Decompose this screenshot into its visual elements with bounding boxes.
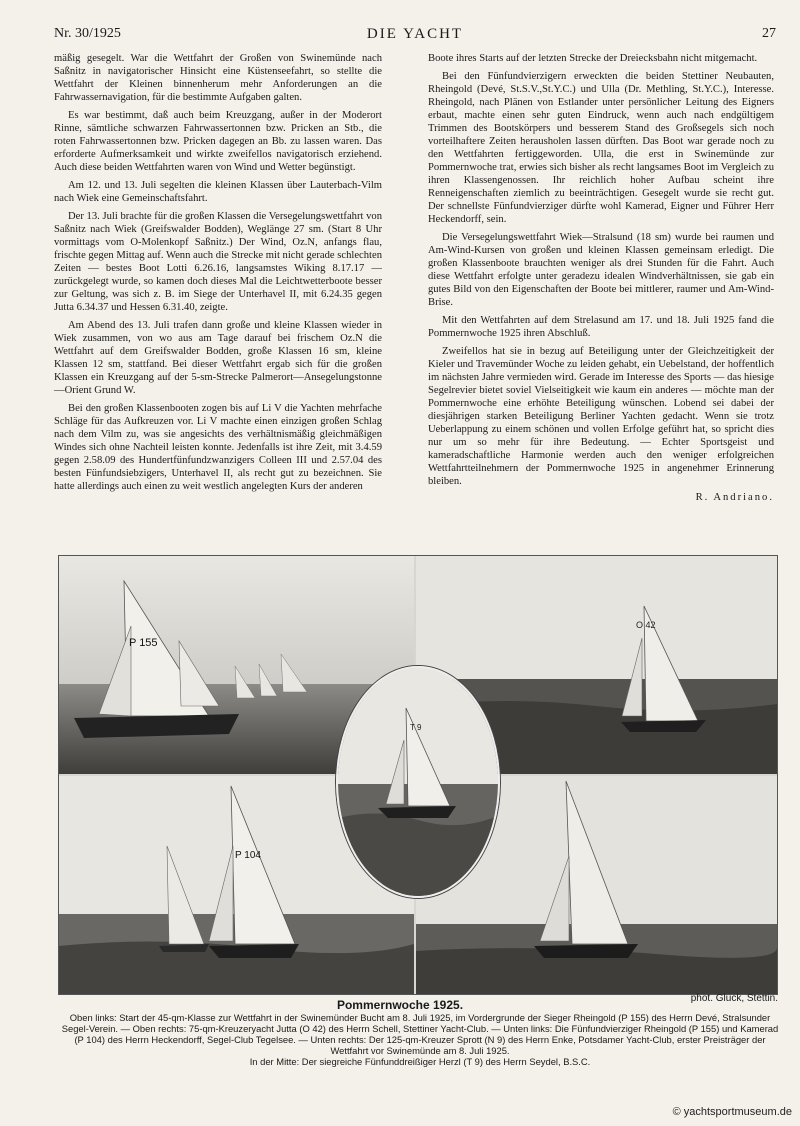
watermark: © yachtsportmuseum.de (672, 1106, 792, 1118)
issue-number: Nr. 30/1925 (54, 26, 121, 41)
paragraph: Die Versegelungswettfahrt Wiek—Stralsund (18 sm) wurde bei raumen und Am-Wind-Kursen von großen und kleinen Klassen gemeinsam erledigt. Die großen Klassenboote brauchten weniger als drei Stunden für die Fahrt. Auch diese Wettfahrt erfolgte unter geradezu idealen Windverhältnissen, sie gab ein gutes Bild von den Eigenschaften der Boote bei mittlerer, raumer und Am-Wind-Brise. (428, 232, 774, 308)
left-column (54, 52, 382, 498)
paragraph: Boote ihres Starts auf der letzten Strecke der Dreiecksbahn nicht mitgemacht. (428, 53, 758, 64)
sail-number: P 104 (235, 850, 261, 861)
sail-number: P 155 (129, 637, 158, 649)
paragraph: Zweifellos hat sie in bezug auf Beteiligung unter der Gleichzeitigkeit der Kieler und Travemünder Woche zu leiden gehabt, ein Uebelstand, der hoffentlich im nächsten Jahre vermieden wird. Gerade im Interesse des Sports — das hiesige Segelrevier bietet soviel Vielseitigkeit wie kaum ein anderes — möchte man der Pommernwoche eine erhöhte Beteiligung wünschen. Lobend sei dabei der diesjährigen starken Beteiligung Berliner Yachten gedacht. Wenn sie trotz Ueberlappung zu einem schönen und vollen Erfolge geführt hat, so spricht dies nur um so mehr für ihre Bedeutung. — Echter Sportsgeist und kameradschaftliche Harmonie werden auch den weniger erfolgreichen Wettfahrtteilnehmern der Pommernwoche 1925 in angenehmer Erinnerung bleiben. (428, 346, 774, 487)
page-number: 27 (762, 26, 776, 41)
right-column (428, 52, 774, 504)
paragraph: Am Abend des 13. Juli trafen dann große und kleine Klassen wieder in Wiek zusammen, von wo aus am Tage darauf bei frischem Oz.N die Wettfahrt auf dem Greifswalder Bodden, große Klassen 16 sm, kleine Klassen 12 sm, stattfand. Bei dieser Wettfahrt ergab sich für die großen Klassen ein Kreuzgang auf der 5-sm-Strecke Palmerort—Ansegelungstonne—Orient Grund W. (54, 320, 382, 396)
paragraph: Bei den Fünfundvierzigern erweckten die beiden Stettiner Neubauten, Rheingold (Devé, St.S.V.,St.Y.C.) und Ulla (Dr. Methling, St.Y.C.), Interesse. Rheingold, nach Plänen von Estlander unter persönlicher Leitung des Eigners erbaut, machte einen sehr guten Eindruck, wenn auch nach endgültigem Trimmen des Bootskörpers und besserem Stand des Großsegels sich noch vorteilhaftere Zeiten herausholen lassen dürften. Das Boot war gerade noch zu den Wettfahrten fertiggeworden. Ulla, die erst in Swinemünde zur Pommernwoche trat, erwies sich bisher als recht langsames Boot im Vergleich zu ihren Klassengenossen. Ihr reichlich hoher Aufbau scheint ihre Renneigenschaften ziemlich zu beeinträchtigen. Gesegelt wurde sie recht gut. Der schnellste Fünfundvierziger dürfte wohl Kamerad, Eigner und Führer Herr Heckendorff, sein. (428, 71, 774, 225)
paragraph: Es war bestimmt, daß auch beim Kreuzgang, außer in der Moderort Rinne, sämtliche schwarzen Fahrwassertonnen bzw. Pricken an Stb., die roten Fahrwassertonnen bzw. Pricken dagegen an Bb. zu lassen waren. Das erforderte Aufmerksamkeit und wirkte zweifellos navigatorisch erziehend. Auch diese beiden Wettfahrten waren von Wind und Wetter begünstigt. (54, 110, 382, 173)
magazine-title: DIE YACHT (366, 26, 464, 42)
photo-center-oval (336, 666, 500, 898)
caption-body (58, 1012, 782, 1067)
paragraph: Mit den Wettfahrten auf dem Strelasund am 17. und 18. Juli 1925 fand die Pommernwoche 1925 ihren Abschluß. (428, 315, 774, 339)
caption-title: Pommernwoche 1925. (336, 998, 464, 1012)
caption-text: Oben links: Start der 45-qm-Klasse zur Wettfahrt in der Swinemünder Bucht am 8. Juli 1925, im Vordergrunde der Sieger Rheingold (P 155) des Herrn Devé, Stralsunder Segel-Verein. — Oben rechts: 75-qm-Kreuzeryacht Jutta (O 42) des Herrn Schell, Stettiner Yacht-Club. — Unten links: Die Fünfundvierziger Rheingold (P 155) und Kamerad (P 104) des Herrn Heckendorff, Segel-Club Tegelsee. — Unten rechts: Der 125-qm-Kreuzer Sprott (N 9) des Herrn Enke, Potsdamer Yacht-Club, erster Preisträger der Wettfahrt vor Swinemünde am 8. Juli 1925. (61, 1012, 779, 1056)
sail-number: T 9 (410, 723, 422, 732)
photo-credit: phot. Gluck, Stettin. (690, 993, 778, 1004)
sail-number: O 42 (636, 620, 656, 630)
photo-collage (58, 555, 778, 995)
paragraph: Am 12. und 13. Juli segelten die kleinen Klassen über Lauterbach-Vilm nach Wiek eine Gemeinschaftsfahrt. (54, 180, 382, 204)
caption-center-text: In der Mitte: Der siegreiche Fünfunddreißiger Herzl (T 9) des Herrn Seydel, B.S.C. (249, 1056, 591, 1067)
paragraph: mäßig gesegelt. War die Wettfahrt der Großen von Swinemünde nach Saßnitz in navigatorischer Hinsicht eine Küstenseefahrt, so stellte die Wettfahrt der Kleinen binnenherum mehr Anforderungen an die Fahrwassernavigation, für die bestimmte Aufgaben galten. (54, 53, 382, 103)
paragraph: Der 13. Juli brachte für die großen Klassen die Versegelungswettfahrt von Saßnitz nach Wiek (Greifswalder Bodden), Weglänge 27 sm. (Start 8 Uhr vormittags vom O-Molenkopf Saßnitz.) Der Wind, Oz.N, anfangs flau, frischte gegen Mittag auf. Wenn auch die Strecke mit nicht gerade schlechten Zeiten — bestes Boot Lotti 6.26.16, langsamstes Wiking 8.17.17 — zurückgelegt wurde, so kamen doch dieses Mal die Leichtwetterboote besser zur Geltung, was sich z. B. im Siege der Unterhavel II, mit 6.24.35 gegen Jutta 6.34.37 und Hessen 6.31.40, zeigte. (54, 211, 382, 313)
paragraph: Bei den großen Klassenbooten zogen bis auf Li V die Yachten mehrfache Schläge für das Aufkreuzen vor. Li V machte einen einzigen großen Schlag nach dem Vilm zu, was sie angesichts des verhältnismäßig gleichmäßigen Windes sich ohne Nachteil leisten konnte. Jedenfalls ist ihre Zeit, mit 3.4.59 gegen 2.58.09 des Hundertfünfundzwanzigers Colleen III und 2.57.04 des besten Fünfundsiebzigers, Unterhavel II, als recht gut zu bezeichnen. Sie hatte allerdings auch einen zu weit westlich angelegten Kurs der anderen (54, 403, 382, 492)
page-header (54, 26, 776, 46)
author-signature: R. Andriano. (695, 492, 774, 503)
